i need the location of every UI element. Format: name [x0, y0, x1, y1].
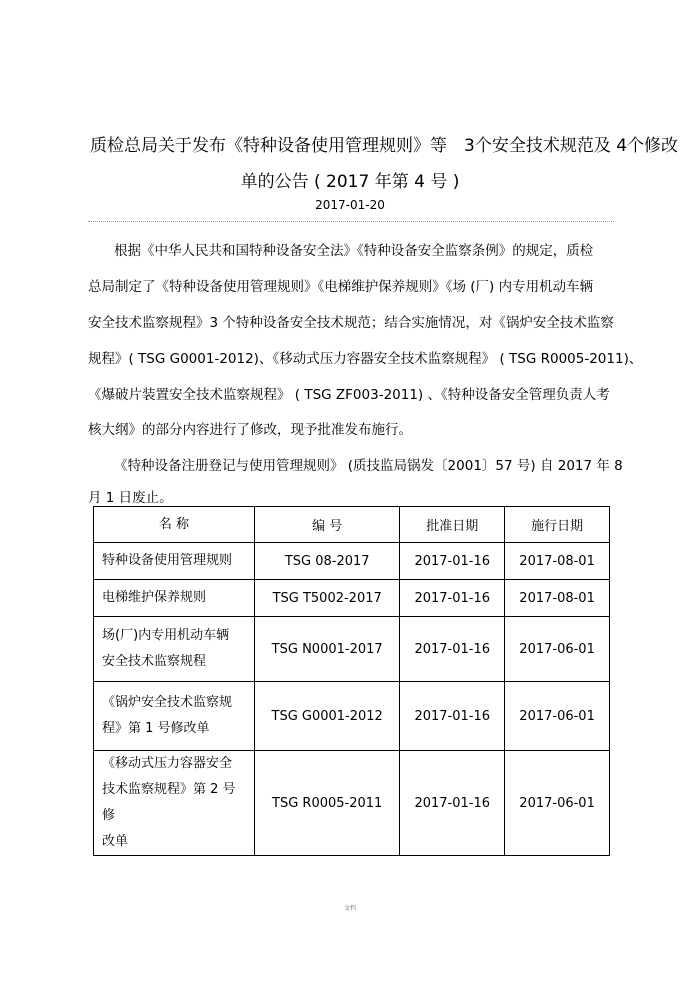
- cell-approved-date: 2017-01-16: [400, 580, 505, 617]
- table-row: [94, 617, 610, 682]
- cell-effective-date: 2017-06-01: [505, 751, 610, 856]
- cell-name: [94, 580, 255, 617]
- paragraph-2-line-1: 《特种设备注册登记与使用管理规则》 (质技监局锅发〔2001〕57 号) 自 2017 年 8: [114, 458, 623, 474]
- cell-code: TSG T5002-2017: [255, 580, 400, 617]
- cell-approved-date: 2017-01-16: [400, 751, 505, 856]
- page-footer: 文档: [343, 905, 356, 912]
- cell-code: TSG G0001-2012: [255, 682, 400, 751]
- table-row: [94, 751, 610, 856]
- header-effective-date: 施行日期: [505, 507, 610, 543]
- paragraph-2-line-2: 月 1 日废止。: [88, 490, 173, 506]
- cell-name-line: 《锅炉安全技术监察规: [102, 695, 233, 710]
- header-name: 名 称: [94, 507, 255, 543]
- cell-code: TSG 08-2017: [255, 543, 400, 580]
- cell-name: [94, 751, 255, 856]
- cell-name-line: 场(厂)内专用机动车辆: [102, 628, 230, 643]
- cell-effective-date: 2017-08-01: [505, 543, 610, 580]
- cell-effective-date: 2017-08-01: [505, 580, 610, 617]
- header-approved-date: 批准日期: [400, 507, 505, 543]
- paragraph-1-line-5: 《爆破片装置安全技术监察规程》 ( TSG ZF003-2011) 、《特种设备安全管理负责人考: [88, 387, 610, 403]
- cell-name-line: 电梯维护保养规则: [102, 590, 207, 605]
- cell-name-line: 技术监察规程》第 2 号修: [102, 782, 236, 823]
- paragraph-1-line-4: 规程》( TSG G0001-2012)、《移动式压力容器安全技术监察规程》 ( TSG R0005-2011)、: [88, 351, 643, 367]
- cell-effective-date: 2017-06-01: [505, 682, 610, 751]
- cell-code: TSG R0005-2011: [255, 751, 400, 856]
- table-row: [94, 682, 610, 751]
- publish-date: 2017-01-20: [315, 198, 385, 212]
- paragraph-1-line-2: 总局制定了《特种设备使用管理规则》《电梯维护保养规则》《场 (厂) 内专用机动车辆: [88, 279, 594, 295]
- cell-name-line: 《移动式压力容器安全: [102, 756, 233, 771]
- cell-name-line: 安全技术监察规程: [102, 654, 207, 669]
- cell-effective-date: 2017-06-01: [505, 617, 610, 682]
- header-code: 编 号: [255, 507, 400, 543]
- page-title-line-1: 质检总局关于发布《特种设备使用管理规则》等 3个安全技术规范及 4个修改: [90, 136, 679, 156]
- cell-code: TSG N0001-2017: [255, 617, 400, 682]
- cell-name: [94, 617, 255, 682]
- paragraph-1-line-1: 根据《中华人民共和国特种设备安全法》《特种设备安全监察条例》的规定，质检: [114, 243, 594, 259]
- cell-approved-date: 2017-01-16: [400, 543, 505, 580]
- cell-name-line: 改单: [102, 834, 129, 849]
- page-title-line-2: 单的公告 ( 2017 年第 4 号 ): [240, 172, 460, 192]
- table-row: [94, 580, 610, 617]
- cell-name-line: 特种设备使用管理规则: [102, 553, 233, 568]
- regulations-table: [93, 506, 610, 856]
- paragraph-1-line-3: 安全技术监察规程》3 个特种设备安全技术规范；结合实施情况，对《锅炉安全技术监察: [88, 315, 614, 331]
- cell-approved-date: 2017-01-16: [400, 682, 505, 751]
- cell-name: [94, 543, 255, 580]
- cell-approved-date: 2017-01-16: [400, 617, 505, 682]
- cell-name: [94, 682, 255, 751]
- table-header-row: [94, 507, 610, 543]
- cell-name-line: 程》第 1 号修改单: [102, 721, 210, 736]
- dotted-divider: [88, 221, 614, 222]
- paragraph-1-line-6: 核大纲》的部分内容进行了修改，现予批准发布施行。: [88, 422, 412, 438]
- table-row: [94, 543, 610, 580]
